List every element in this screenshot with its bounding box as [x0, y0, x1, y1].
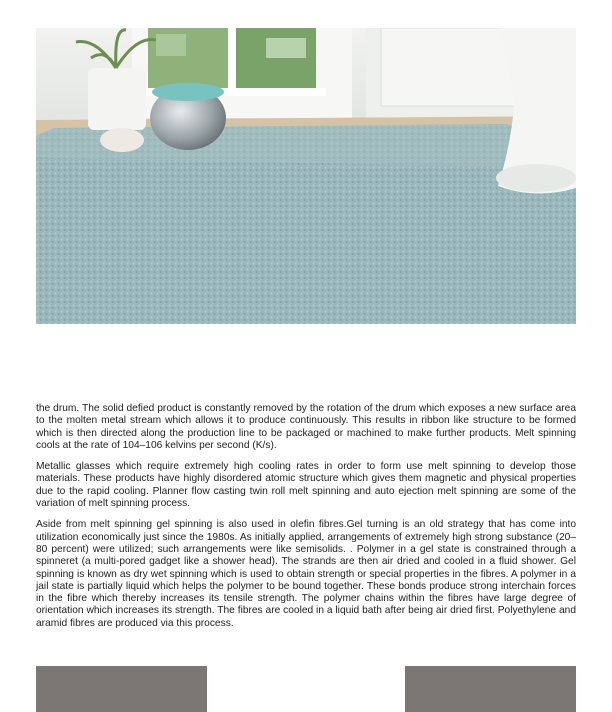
footer-block-right: [405, 666, 576, 712]
rug-illustration: [36, 28, 576, 324]
footer-block-left: [36, 666, 207, 712]
paragraph-melt-spinning: the drum. The solid defied product is constantly removed by the rotation of the drum which exposes a new surface area to the molten metal stream which allows it to produce continuously. This results in ribbon like structure to be formed which is then directed along the production line to be packaged or machined to make further products. Melt spinning cools at the rate of 104–106 kelvins per second (K/s).: [36, 403, 576, 451]
paragraph-gel-spinning: Aside from melt spinning gel spinning is also used in olefin fibres.Gel turning is an old strategy that has come into utilization economically just since the 1980s. As initially applied, arrangements of extremely high strong substance (20–80 percent) were utilized; such arrangements were like semisolids. . Polymer in a gel state is constrained through a spinneret (a multi-pored gadget like a shower head). The strands are then air dried and cooled in a fluid shower. Gel spinning is known as dry wet spinning which is used to obtain strength or special properties in the fibres. A polymer in a jail state is partially liquid which helps the polymer to be bound together. These bonds produce strong interchain forces in the fibre which thereby increases its tensile strength. The polymer chains within the fibres have large degree of orientation which increases its strength. The fibres are cooled in a liquid bath after being air dried first. Polyethylene and aramid fibres are produced via this process.: [36, 519, 576, 629]
rug-photo: [36, 28, 576, 324]
article-body: [36, 403, 576, 639]
paragraph-metallic-glasses: Metallic glasses which require extremely high cooling rates in order to form use melt spinning to develop those materials. These products have highly disordered atomic structure which gives them magnetic and physical properties due to the rapid cooling. Planner flow casting twin roll melt spinning and auto ejection melt spinning are some of the variation of melt spinning process.: [36, 461, 576, 510]
